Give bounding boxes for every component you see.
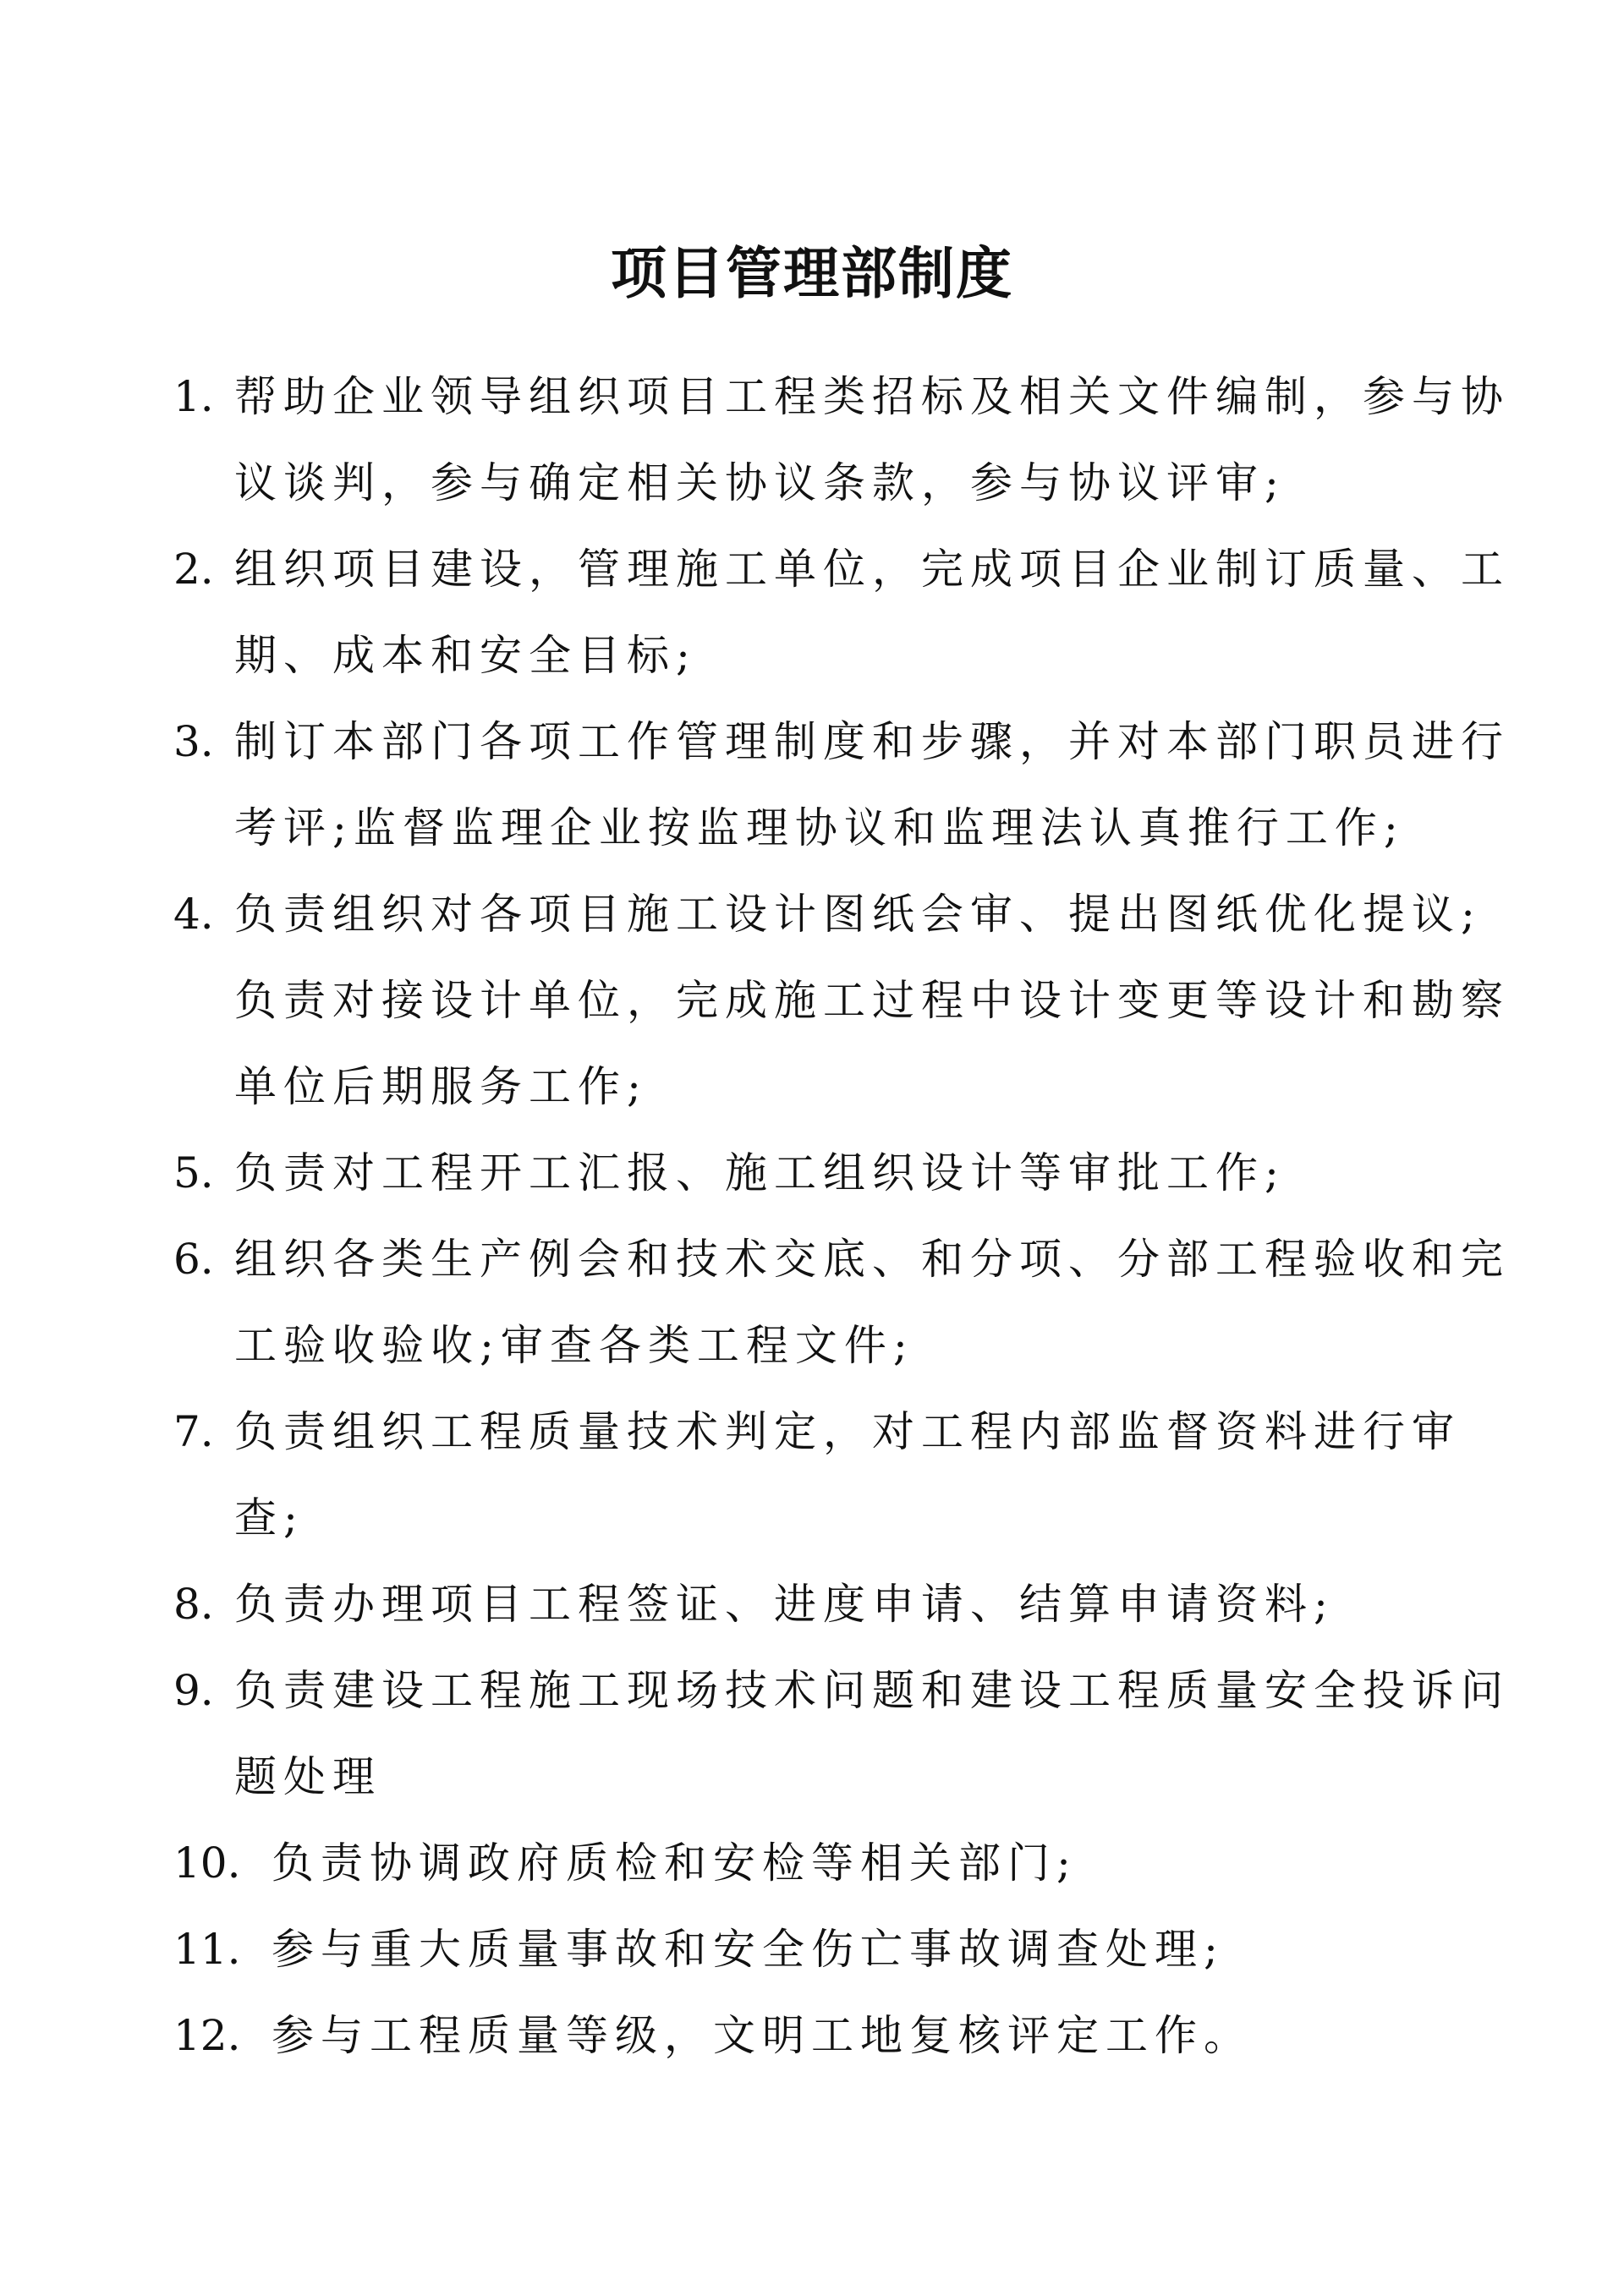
list-item-9	[173, 1647, 1510, 1820]
item-number: 5.	[173, 1148, 214, 1197]
item-text: 负责组织对各项目施工设计图纸会审、提出图纸优化提议;负责对接设计单位，完成施工过程中设计变更等设计和勘察单位后期服务工作;	[234, 890, 1510, 1111]
item-number: 1.	[173, 372, 214, 421]
list-item-6	[173, 1216, 1510, 1389]
item-number: 4.	[173, 890, 214, 939]
rules-list	[173, 353, 1510, 2079]
list-item-7	[173, 1389, 1510, 1561]
item-number: 6.	[173, 1235, 214, 1284]
item-text: 参与重大质量事故和安全伤亡事故调查处理;	[272, 1925, 1225, 1974]
item-number: 2.	[173, 545, 214, 594]
item-text: 组织项目建设，管理施工单位，完成项目企业制订质量、工期、成本和安全目标;	[234, 545, 1510, 680]
list-item-10	[173, 1820, 1510, 1906]
item-number: 7.	[173, 1407, 214, 1456]
item-number: 11.	[173, 1925, 241, 1974]
list-item-2	[173, 526, 1510, 699]
item-text: 负责建设工程施工现场技术问题和建设工程质量安全投诉问题处理	[234, 1666, 1510, 1801]
list-item-11	[173, 1906, 1510, 1992]
item-number: 9.	[173, 1666, 214, 1715]
list-item-4	[173, 871, 1510, 1130]
item-number: 10.	[173, 1838, 241, 1888]
item-number: 8.	[173, 1580, 214, 1629]
item-number: 12.	[173, 2011, 241, 2060]
item-text: 负责办理项目工程签证、进度申请、结算申请资料;	[234, 1580, 1335, 1629]
item-text: 负责协调政府质检和安检等相关部门;	[272, 1838, 1078, 1888]
list-item-5	[173, 1130, 1510, 1216]
page-title: 项目管理部制度	[611, 240, 1013, 306]
list-item-3	[173, 699, 1510, 871]
item-text: 组织各类生产例会和技术交底、和分项、分部工程验收和完工验收验收;审查各类工程文件;	[234, 1235, 1510, 1370]
item-text: 参与工程质量等级，文明工地复核评定工作。	[272, 2011, 1253, 2060]
item-number: 3.	[173, 717, 214, 766]
item-text: 负责组织工程质量技术判定，对工程内部监督资料进行审查;	[234, 1407, 1461, 1543]
list-item-12	[173, 1992, 1510, 2079]
item-text: 帮助企业领导组织项目工程类招标及相关文件编制，参与协议谈判，参与确定相关协议条款，参与协议评审;	[234, 372, 1510, 507]
item-text: 负责对工程开工汇报、施工组织设计等审批工作;	[234, 1148, 1286, 1197]
list-item-8	[173, 1561, 1510, 1647]
list-item-1	[173, 353, 1510, 526]
item-text: 制订本部门各项工作管理制度和步骤，并对本部门职员进行考评;监督监理企业按监理协议和监理法认真推行工作;	[234, 717, 1510, 852]
